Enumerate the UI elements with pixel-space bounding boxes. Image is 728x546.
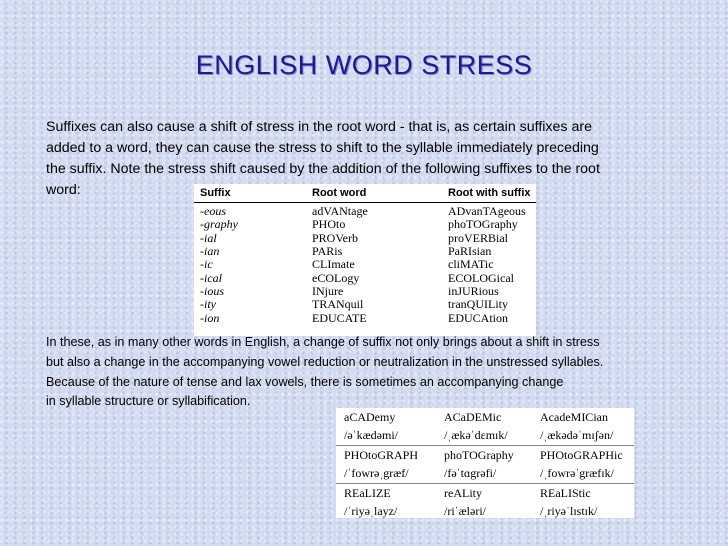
- suffix-cell: -ial: [200, 230, 217, 245]
- root-word-cell: adVANtage: [312, 204, 368, 219]
- table-row: [194, 258, 536, 271]
- table-row: [194, 205, 536, 218]
- intro-line: the suffix. Note the stress shift caused by the addition of the following suffixes to the root: [46, 161, 600, 177]
- table-row: [194, 218, 536, 231]
- ipa-cell: /ˌriyəˈlɪstɪk/: [540, 504, 598, 518]
- root-word-cell: EDUCATE: [312, 310, 367, 325]
- transcription-row: [336, 427, 634, 445]
- root-with-suffix-cell: ECOLOGical: [448, 270, 514, 285]
- suffix-cell: -ic: [200, 257, 213, 272]
- word-cell: aCADemy: [344, 410, 396, 424]
- ipa-cell: /fəˈtɑgrəfi/: [444, 466, 497, 480]
- intro-line: added to a word, they can cause the stress to shift to the syllable immediately preceding: [46, 140, 599, 156]
- suffix-cell: -ion: [200, 310, 220, 325]
- word-cell: PHOtoGRAPH: [344, 448, 419, 462]
- word-cell: AcadeMICian: [540, 410, 608, 424]
- root-word-cell: PROVerb: [312, 230, 359, 245]
- suffix-cell: -eous: [200, 204, 226, 219]
- ipa-cell: /riˈæləri/: [444, 504, 486, 518]
- intro-line: Suffixes can also cause a shift of stress in the root word - that is, as certain suffixes are: [46, 119, 592, 135]
- body-line: but also a change in the accompanying vowel reduction or neutralization in the unstressed syllables.: [46, 355, 604, 369]
- root-with-suffix-cell: phoTOGraphy: [448, 217, 518, 232]
- word-cell: PHOtoGRAPHic: [540, 448, 623, 462]
- intro-line: word:: [46, 182, 81, 198]
- word-cell: REaLIZE: [344, 486, 391, 500]
- ipa-cell: /ˌækədəˈmɪʃən/: [540, 428, 614, 442]
- table-row: [194, 298, 536, 311]
- spelling-row: [336, 447, 634, 465]
- table-row: [194, 285, 536, 298]
- suffix-cell: -ian: [200, 244, 220, 259]
- ipa-cell: /ˈriyəˌlayz/: [344, 504, 398, 518]
- root-word-cell: PHOto: [312, 217, 346, 232]
- root-with-suffix-cell: inJURious: [448, 283, 499, 298]
- root-word-cell: INjure: [312, 283, 344, 298]
- header-root-with-suffix: Root with suffix: [448, 187, 531, 199]
- body-line: In these, as in many other words in English, a change of suffix not only brings about a shift in stress: [46, 335, 600, 349]
- root-word-cell: PARis: [312, 244, 343, 259]
- word-family-group: [336, 484, 634, 521]
- ipa-cell: /ˌækəˈdɛmɪk/: [444, 428, 508, 442]
- transcription-row: [336, 503, 634, 521]
- root-with-suffix-cell: ADvanTAgeous: [448, 204, 526, 219]
- word-family-group: [336, 408, 634, 446]
- root-with-suffix-cell: tranQUILity: [448, 297, 508, 312]
- word-cell: phoTOGraphy: [444, 448, 514, 462]
- suffix-table-header: [194, 184, 536, 203]
- spelling-row: [336, 485, 634, 503]
- word-cell: REaLIStic: [540, 486, 591, 500]
- suffix-cell: -ious: [200, 283, 224, 298]
- suffix-table: [194, 184, 536, 336]
- suffix-cell: -ical: [200, 270, 222, 285]
- ipa-cell: /əˈkædəmi/: [344, 428, 398, 442]
- spelling-row: [336, 409, 634, 427]
- suffix-cell: -graphy: [200, 217, 238, 232]
- pronunciation-table: [336, 408, 634, 518]
- word-family-group: [336, 446, 634, 484]
- table-row: [194, 311, 536, 324]
- ipa-cell: /ˈfowrəˌgræf/: [344, 466, 409, 480]
- root-with-suffix-cell: proVERBial: [448, 230, 508, 245]
- header-suffix: Suffix: [200, 187, 231, 199]
- table-row: [194, 232, 536, 245]
- word-cell: reALity: [444, 486, 482, 500]
- suffix-table-body: [194, 203, 536, 325]
- word-cell: ACaDEMic: [444, 410, 502, 424]
- root-word-cell: CLImate: [312, 257, 355, 272]
- table-row: [194, 271, 536, 284]
- body-line: in syllable structure or syllabification.: [46, 394, 251, 408]
- slide-title: ENGLISH WORD STRESS: [195, 50, 533, 80]
- header-root-word: Root word: [312, 187, 367, 199]
- root-word-cell: TRANquil: [312, 297, 364, 312]
- root-word-cell: eCOLogy: [312, 270, 360, 285]
- table-row: [194, 245, 536, 258]
- suffix-cell: -ity: [200, 297, 216, 312]
- transcription-row: [336, 465, 634, 483]
- root-with-suffix-cell: cliMATic: [448, 257, 494, 272]
- body-line: Because of the nature of tense and lax vowels, there is sometimes an accompanying change: [46, 375, 564, 389]
- ipa-cell: /ˌfowrəˈgræfɪk/: [540, 466, 614, 480]
- root-with-suffix-cell: EDUCAtion: [448, 310, 508, 325]
- root-with-suffix-cell: PaRIsian: [448, 244, 492, 259]
